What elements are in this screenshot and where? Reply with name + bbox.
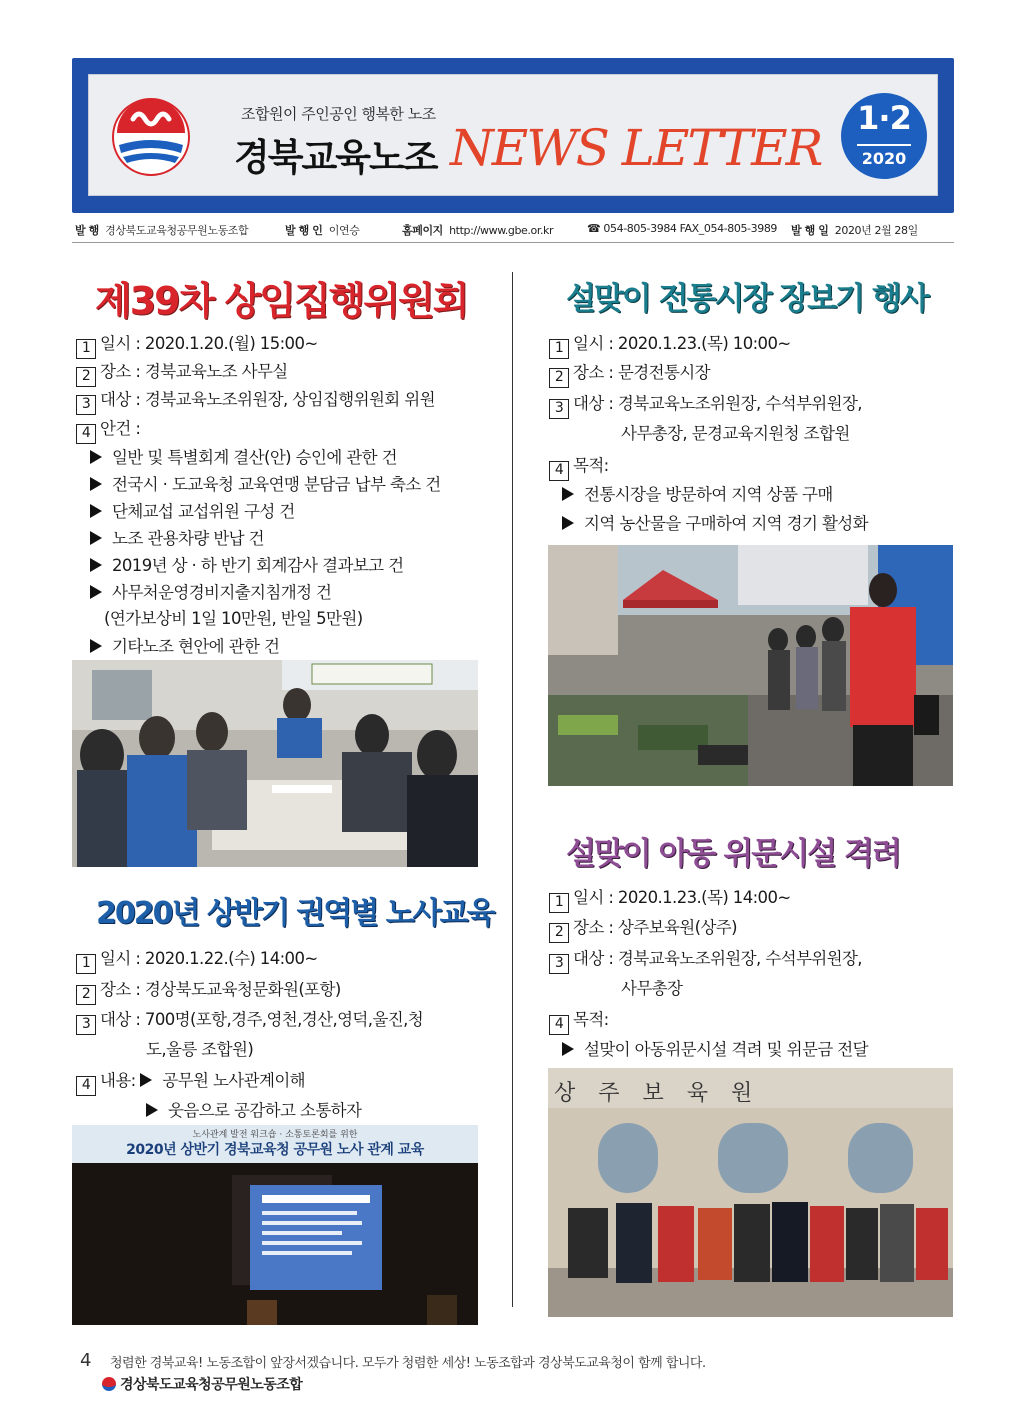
info-divider bbox=[72, 242, 954, 243]
list-item: 1 일시 : 2020.1.20.(월) 15:00~ bbox=[76, 330, 318, 359]
date-info: 발 행 일 2020년 2월 28일 bbox=[791, 224, 918, 237]
issue-number: 1·2 bbox=[857, 99, 911, 137]
photo-banner-title: 2020년 상반기 경북교육청 공무원 노사 관계 교육 bbox=[126, 1142, 424, 1158]
photo-banner-subtitle: 노사관계 발전 워크숍 · 소통토론회를 위한 bbox=[192, 1130, 358, 1140]
list-item: 4 목적: bbox=[549, 1006, 609, 1035]
section-title-labor-education: 2020년 상반기 권역별 노사교육 bbox=[96, 896, 494, 931]
masthead-panel bbox=[88, 74, 938, 196]
list-item: 2 장소 : 상주보육원(상주) bbox=[549, 914, 737, 943]
list-item: 1 일시 : 2020.1.23.(목) 10:00~ bbox=[549, 330, 791, 359]
section-title-orphanage-visit: 설맞이 아동 위문시설 격려 bbox=[566, 836, 900, 872]
list-item: 2 장소 : 경상북도교육청문화원(포항) bbox=[76, 976, 341, 1005]
masthead-tagline: 조합원이 주인공인 행복한 노조 bbox=[241, 105, 436, 123]
issuer-info: 발 행 인 이연승 bbox=[285, 224, 360, 237]
bullet-arrow-icon bbox=[90, 585, 102, 599]
section-title-market-event: 설맞이 전통시장 장보기 행사 bbox=[566, 281, 928, 317]
list-item: 3 대상 : 700명(포항,경주,영천,경산,영덕,울진,청 bbox=[76, 1006, 423, 1035]
purpose-item: 설맞이 아동위문시설 격려 및 위문금 전달 bbox=[562, 1036, 868, 1060]
list-item: 4 안건 : bbox=[76, 415, 140, 444]
agenda-item: 사무처운영경비지출지침개정 건 bbox=[90, 579, 331, 603]
list-item-continuation: 사무총장, 문경교육지원청 조합원 bbox=[621, 424, 850, 443]
content-item: 웃음으로 공감하고 소통하자 bbox=[146, 1097, 361, 1121]
list-item: 3 대상 : 경북교육노조위원장, 상임집행위원회 위원 bbox=[76, 386, 435, 415]
homepage-info[interactable]: 홈페이지 http://www.gbe.or.kr bbox=[402, 224, 554, 237]
union-logo-icon bbox=[102, 1377, 116, 1391]
purpose-item: 전통시장을 방문하여 지역 상품 구매 bbox=[562, 481, 833, 505]
market-photo-image bbox=[548, 545, 953, 786]
footer-org: 경상북도교육청공무원노동조합 bbox=[102, 1374, 302, 1394]
bullet-arrow-icon bbox=[90, 477, 102, 491]
education-photo bbox=[72, 1125, 478, 1325]
meeting-photo bbox=[72, 660, 478, 867]
masthead bbox=[72, 58, 954, 213]
bullet-arrow-icon bbox=[90, 531, 102, 545]
list-item: 4 목적: bbox=[549, 452, 609, 481]
list-item-continuation: 사무총장 bbox=[621, 979, 683, 998]
building-sign: 상 주 보 육 원 bbox=[554, 1081, 761, 1106]
agenda-item: 노조 관용차량 반납 건 bbox=[90, 525, 264, 549]
agenda-item: 기타노조 현안에 관한 건 bbox=[90, 633, 279, 657]
column-divider bbox=[512, 272, 513, 1307]
list-item: 3 대상 : 경북교육노조위원장, 수석부위원장, bbox=[549, 945, 862, 974]
bullet-arrow-icon bbox=[90, 639, 102, 653]
bullet-arrow-icon bbox=[562, 1042, 574, 1056]
issue-divider bbox=[857, 144, 911, 146]
issue-year: 2020 bbox=[861, 149, 907, 168]
agenda-note: (연가보상비 1일 10만원, 반일 5만원) bbox=[104, 609, 363, 628]
market-photo bbox=[548, 545, 953, 786]
agenda-item: 단체교섭 교섭위원 구성 건 bbox=[90, 498, 295, 522]
phone-info: ☎ 054-805-3984 FAX_054-805-3989 bbox=[587, 222, 778, 235]
union-logo-icon bbox=[111, 97, 191, 177]
bullet-arrow-icon bbox=[90, 558, 102, 572]
list-item: 4 내용: 공무원 노사관계이해 bbox=[76, 1067, 305, 1096]
bullet-arrow-icon bbox=[140, 1073, 152, 1087]
footer-slogan: 청렴한 경북교육! 노동조합이 앞장서겠습니다. 모두가 청렴한 세상! 노동조합과 경상북도교육청이 함께 합니다. bbox=[110, 1356, 706, 1371]
newsletter-title: NEWS LETTER bbox=[450, 119, 822, 177]
list-item: 1 일시 : 2020.1.23.(목) 14:00~ bbox=[549, 884, 791, 913]
purpose-item: 지역 농산물을 구매하여 지역 경기 활성화 bbox=[562, 510, 868, 534]
bullet-arrow-icon bbox=[146, 1103, 158, 1117]
bullet-arrow-icon bbox=[562, 516, 574, 530]
bullet-arrow-icon bbox=[90, 450, 102, 464]
agenda-item: 전국시 · 도교육청 교육연맹 분담금 납부 축소 건 bbox=[90, 471, 441, 495]
page-number: 4 bbox=[80, 1350, 92, 1371]
list-item: 2 장소 : 경북교육노조 사무실 bbox=[76, 358, 288, 387]
list-item: 3 대상 : 경북교육노조위원장, 수석부위원장, bbox=[549, 390, 862, 419]
agenda-item: 일반 및 특별회계 결산(안) 승인에 관한 건 bbox=[90, 444, 397, 468]
bullet-arrow-icon bbox=[90, 504, 102, 518]
orphanage-photo bbox=[548, 1068, 953, 1317]
agenda-item: 2019년 상 · 하 반기 회계감사 결과보고 건 bbox=[90, 552, 404, 576]
masthead-org-title: 경북교육노조 bbox=[234, 136, 437, 179]
list-item-continuation: 도,울릉 조합원) bbox=[146, 1040, 254, 1059]
bullet-arrow-icon bbox=[562, 487, 574, 501]
meeting-photo-image bbox=[72, 660, 478, 867]
publisher-info: 발 행 경상북도교육청공무원노동조합 bbox=[75, 224, 249, 237]
issue-badge bbox=[841, 93, 927, 179]
list-item: 1 일시 : 2020.1.22.(수) 14:00~ bbox=[76, 945, 318, 974]
list-item: 2 장소 : 문경전통시장 bbox=[549, 359, 710, 388]
section-title-executive-meeting: 제39차 상임집행위원회 bbox=[95, 279, 468, 323]
